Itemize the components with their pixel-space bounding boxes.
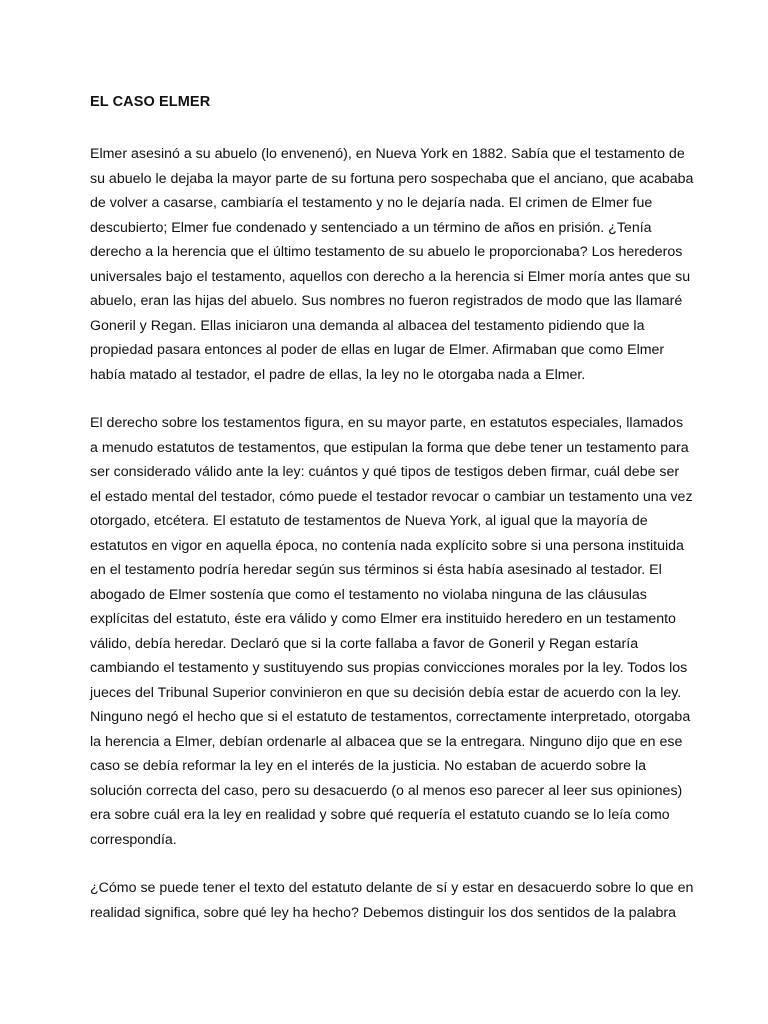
text-line: Ninguno negó el hecho que si el estatuto de testamentos, correctamente interpretado, otorgaba [90,709,691,725]
document-title: EL CASO ELMER [90,94,211,110]
text-line: había matado al testador, el padre de ellas, la ley no le otorgaba nada a Elmer. [90,366,586,383]
text-line: cambiando el testamento y sustituyendo sus propias convicciones morales por la ley. Todos los [90,660,688,676]
text-line: abogado de Elmer sostenía que como el testamento no violaba ninguna de las cláusulas [90,586,647,603]
text-line: explícitas del estatuto, éste era válido y como Elmer era instituido heredero en un testamento [90,611,676,627]
text-line: en el testamento podría heredar según sus términos si ésta había asesinado al testador. El [90,562,662,578]
text-line: solución correcta del caso, pero su desacuerdo (o al menos eso parecer al leer sus opiniones) [90,782,683,799]
text-line: realidad significa, sobre qué ley ha hecho? Debemos distinguir los dos sentidos de la palabra [90,904,676,921]
text-line: derecho a la herencia que el último testamento de su abuelo le proporcionaba? Los herederos [90,244,683,260]
document-page [90,92,694,949]
text-line: ser considerado válido ante la ley: cuántos y qué tipos de testigos deben firmar, cuál debe ser [90,464,680,480]
paragraph-2 [90,411,693,852]
text-line: el estado mental del testador, cómo puede el testador revocar o cambiar un testamento una vez [90,488,693,505]
text-line: caso se debía reformar la ley en el interés de la justicia. No estaban de acuerdo sobre la [90,758,646,774]
text-line: de volver a casarse, cambiaría el testamento y no le dejaría nada. El crimen de Elmer fue [90,195,653,211]
paragraph-3 [90,876,694,925]
text-line: ¿Cómo se puede tener el texto del estatuto delante de sí y estar en desacuerdo sobre lo que en [90,880,694,896]
text-line: descubierto; Elmer fue condenado y sentenciado a un término de años en prisión. ¿Tenía [90,219,652,236]
text-line: Elmer asesinó a su abuelo (lo envenenó), en Nueva York en 1882. Sabía que el testamento de [90,146,685,162]
text-line: válido, debía heredar. Declaró que si la corte fallaba a favor de Goneril y Regan estaría [90,635,639,652]
paragraph-1 [90,142,694,387]
text-line: El derecho sobre los testamentos figura, en su mayor parte, en estatutos especiales, llamados [90,415,684,431]
text-line: a menudo estatutos de testamentos, que estipulan la forma que debe tener un testamento para [90,439,689,456]
text-line: otorgado, etcétera. El estatuto de testamentos de Nueva York, al igual que la mayoría de [90,513,648,529]
text-line: Goneril y Regan. Ellas iniciaron una demanda al albacea del testamento pidiendo que la [90,317,645,334]
text-line: era sobre cuál era la ley en realidad y sobre qué requería el estatuto cuando se lo leía como [90,807,670,823]
text-line: abuelo, eran las hijas del abuelo. Sus nombres no fueron registrados de modo que las llamaré [90,293,683,309]
text-line: correspondía. [90,831,177,848]
text-line: jueces del Tribunal Superior convinieron en que su decisión debía estar de acuerdo con la ley. [90,684,682,701]
text-line: la herencia a Elmer, debían ordenarle al albacea que se la entregara. Ninguno dijo que en ese [90,733,683,750]
text-line: su abuelo le dejaba la mayor parte de su fortuna pero sospechaba que el anciano, que acababa [90,170,694,187]
text-line: estatutos en vigor en aquella época, no contenía nada explícito sobre si una persona instituida [90,537,684,554]
text-line: propiedad pasara entonces al poder de ellas en lugar de Elmer. Afirmaban que como Elmer [90,342,665,358]
text-line: universales bajo el testamento, aquellos con derecho a la herencia si Elmer moría antes que su [90,268,691,285]
